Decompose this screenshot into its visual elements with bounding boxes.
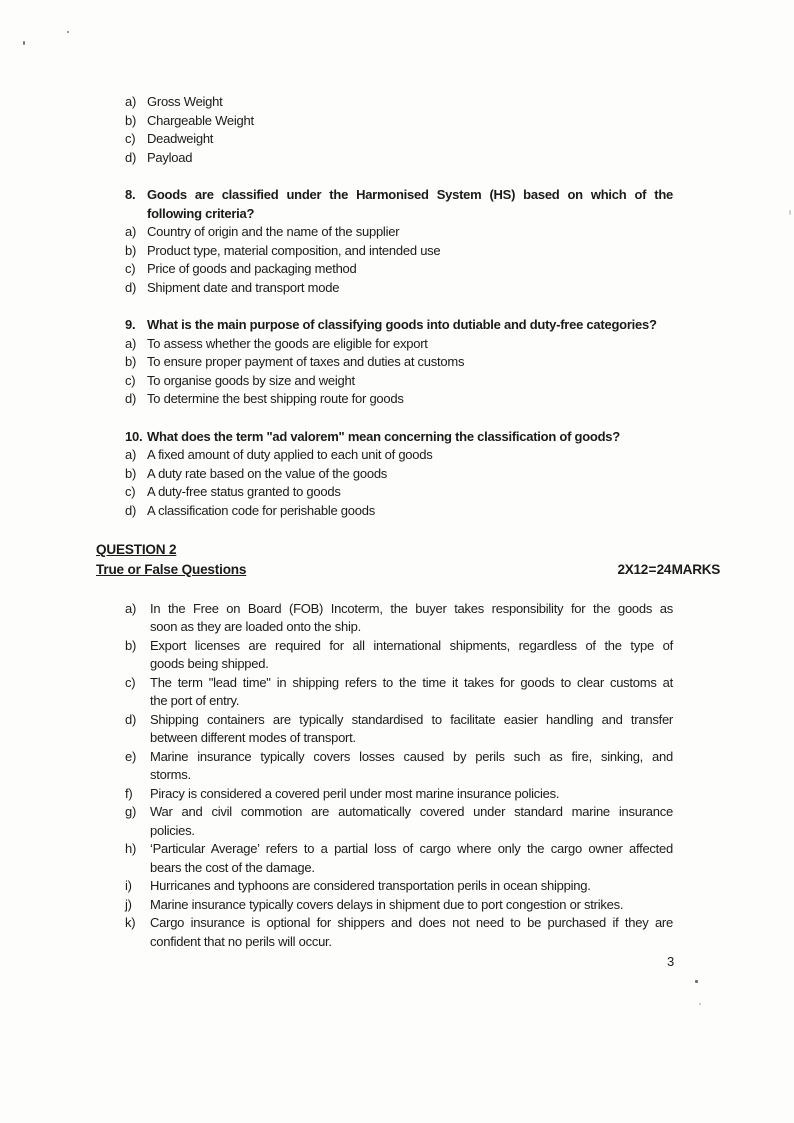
tf-statement (125, 600, 673, 637)
statement-line: The term "lead time" in shipping refers to the time it takes for goods to clear customs at (150, 674, 673, 690)
option-label: d) (125, 391, 137, 406)
statement-text (150, 840, 673, 877)
question-block-9 (125, 316, 673, 409)
scan-speck (699, 1003, 701, 1005)
section-marks: 2X12 = 24 MARKS (617, 561, 720, 577)
stem-line: What does the term "ad valorem" mean concerning the classification of goods? (147, 428, 620, 444)
statement-line: goods being shipped. (150, 656, 269, 671)
statement-text (150, 914, 673, 951)
answer-option (125, 502, 673, 521)
answer-option (125, 149, 673, 168)
option-text: To determine the best shipping route for goods (147, 391, 404, 406)
option-text: Payload (147, 149, 193, 165)
statement-label: f) (125, 785, 133, 801)
stem-line: Goods are classified under the Harmonised System (HS) based on which of the (147, 187, 673, 202)
tf-statement (125, 637, 673, 674)
option-label: c) (125, 372, 136, 388)
tf-statement (125, 896, 673, 915)
statement-line: between different modes of transport. (150, 730, 356, 745)
question-stem (147, 428, 673, 447)
question-block-10 (125, 428, 673, 521)
answer-option (125, 130, 673, 149)
option-text: To organise goods by size and weight (147, 372, 355, 388)
option-label: b) (125, 242, 137, 258)
statement-line: Shipping containers are typically standardised to facilitate easier handling and transfer (150, 711, 673, 727)
statement-label: e) (125, 748, 137, 764)
statement-text (150, 896, 673, 915)
statement-text (150, 711, 673, 748)
stem-line: following criteria? (147, 205, 255, 221)
answer-option (125, 223, 673, 242)
statement-label: d) (125, 711, 137, 727)
statement-text (150, 748, 673, 785)
tf-statement (125, 785, 673, 804)
option-text: Product type, material composition, and intended use (147, 242, 441, 258)
question-stem (147, 186, 673, 223)
answer-option (125, 279, 673, 298)
option-text: A duty-free status granted to goods (147, 484, 341, 499)
statement-line: soon as they are loaded onto the ship. (150, 619, 361, 634)
statement-line: the port of entry. (150, 693, 240, 708)
answer-option (125, 465, 673, 484)
option-label: b) (125, 354, 137, 369)
statement-line: Marine insurance typically covers delays in shipment due to port congestion or strikes. (150, 896, 624, 912)
statement-label: c) (125, 674, 136, 690)
option-text: Gross Weight (147, 94, 223, 109)
question-stem (147, 316, 673, 335)
option-text: A fixed amount of duty applied to each unit of goods (147, 447, 433, 462)
statement-text (150, 877, 673, 896)
question-stem-row (125, 428, 673, 447)
statement-label: j) (125, 896, 132, 912)
answer-option (125, 390, 673, 409)
option-text: Deadweight (147, 131, 214, 146)
statement-line: Hurricanes and typhoons are considered transportation perils in ocean shipping. (150, 878, 591, 893)
statement-line: Export licenses are required for all international shipments, regardless of the type of (150, 637, 673, 653)
statement-line: bears the cost of the damage. (150, 859, 315, 875)
question-number: 9. (125, 317, 136, 332)
tf-statement (125, 914, 673, 951)
answer-option (125, 483, 673, 502)
option-text: A classification code for perishable goods (147, 502, 375, 518)
statement-line: confident that no perils will occur. (150, 933, 332, 949)
tf-statement (125, 674, 673, 711)
multiple-choice-questions (96, 186, 710, 520)
tf-statement (125, 748, 673, 785)
option-label: d) (125, 502, 137, 518)
scan-speck (695, 980, 698, 983)
statement-line: Piracy is considered a covered peril under most marine insurance policies. (150, 785, 560, 801)
tf-statement (125, 711, 673, 748)
statement-label: h) (125, 841, 137, 856)
option-text: To assess whether the goods are eligible for export (147, 335, 428, 351)
statement-text (150, 637, 673, 674)
option-label: a) (125, 224, 137, 239)
question-stem-row (125, 316, 673, 335)
section-2-heading (96, 540, 720, 579)
statement-line: Cargo insurance is optional for shippers and does not need to be purchased if they are (150, 915, 673, 930)
statement-line: ‘Particular Average’ refers to a partial loss of cargo where only the cargo owner affected (150, 841, 673, 856)
answer-option (125, 112, 673, 131)
statement-text (150, 600, 673, 637)
statement-label: g) (125, 804, 137, 819)
statement-text (150, 803, 673, 840)
option-text: A duty rate based on the value of the goods (147, 465, 388, 481)
tf-statement (125, 877, 673, 896)
option-text: Price of goods and packaging method (147, 261, 357, 276)
statement-label: b) (125, 637, 137, 653)
answer-option (125, 372, 673, 391)
answer-option (125, 335, 673, 354)
option-label: c) (125, 261, 136, 276)
option-text: To ensure proper payment of taxes and duties at customs (147, 354, 465, 369)
question-number: 10. (125, 428, 143, 444)
option-label: c) (125, 484, 136, 499)
statement-line: Marine insurance typically covers losses caused by perils such as fire, sinking, and (150, 748, 673, 764)
option-label: d) (125, 279, 137, 295)
statement-label: k) (125, 915, 136, 930)
statement-line: policies. (150, 822, 195, 838)
page-number: 3 (667, 954, 674, 969)
true-false-statements (125, 600, 673, 952)
option-text: Chargeable Weight (147, 112, 254, 128)
statement-label: i) (125, 878, 132, 893)
answer-option (125, 242, 673, 261)
option-text: Shipment date and transport mode (147, 279, 340, 295)
option-text: Country of origin and the name of the supplier (147, 224, 400, 239)
section-subtitle: True or False Questions (96, 561, 247, 577)
answer-option (125, 260, 673, 279)
answer-option (125, 353, 673, 372)
question-7-options-list (125, 93, 673, 167)
stem-line: What is the main purpose of classifying goods into dutiable and duty-free categories? (147, 317, 657, 332)
statement-line: War and civil commotion are automatically covered under standard marine insurance (150, 804, 673, 819)
section-title: QUESTION 2 (96, 542, 177, 557)
option-label: b) (125, 112, 137, 128)
option-label: a) (125, 94, 137, 109)
question-block-8 (125, 186, 673, 297)
statement-line: storms. (150, 767, 191, 782)
option-label: a) (125, 447, 137, 462)
tf-statement (125, 840, 673, 877)
question-number: 8. (125, 187, 136, 202)
statement-text (150, 674, 673, 711)
statement-label: a) (125, 600, 137, 616)
question-stem-row (125, 186, 673, 223)
statement-line: In the Free on Board (FOB) Incoterm, the buyer takes responsibility for the goods as (150, 600, 673, 616)
statement-text (150, 785, 673, 804)
option-label: b) (125, 465, 137, 481)
option-label: c) (125, 131, 136, 146)
option-label: d) (125, 149, 137, 165)
option-label: a) (125, 335, 137, 351)
answer-option (125, 93, 673, 112)
answer-option (125, 446, 673, 465)
tf-statement (125, 803, 673, 840)
